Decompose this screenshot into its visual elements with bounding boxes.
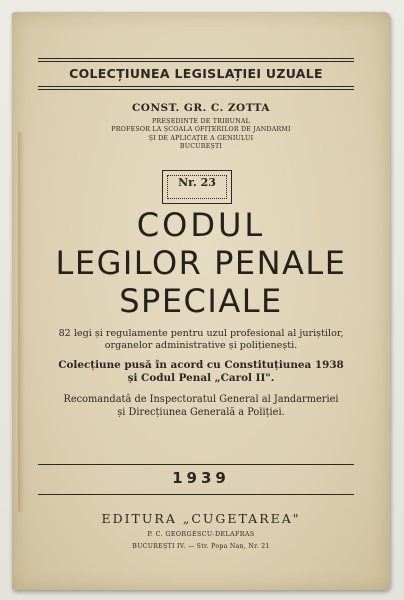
book-cover — [12, 12, 390, 590]
edition-line: și Codul Penal „Carol II". — [127, 372, 275, 384]
credential-line: PROFESOR LA ȘCOALA OFIȚERILOR DE JANDARMI — [111, 126, 291, 134]
edition-line: Colecțiune pusă în acord cu Constituțiunea 1938 — [58, 359, 344, 371]
publication-year: 1939 — [172, 469, 230, 487]
printer-name: P. C. GEORGESCU-DELAFRAS — [147, 531, 255, 538]
publisher-address: BUCUREȘTI IV. — Str. Popa Nan, Nr. 21 — [132, 543, 270, 550]
cover-stain — [18, 132, 24, 512]
author-credentials — [12, 118, 390, 152]
recommendation-note — [26, 394, 376, 419]
series-title: COLECȚIUNEA LEGISLAȚIEI UZUALE — [69, 66, 323, 81]
volume-number: Nr. 23 — [178, 176, 216, 189]
year-rule-bottom — [38, 494, 354, 495]
recommendation-line: Recomandată de Inspectoratul General al Jandarmeriei — [63, 394, 339, 405]
edition-note — [26, 359, 376, 385]
publisher-name: EDITURA „CUGETAREA" — [101, 511, 301, 526]
title-line-3: SPECIALE — [119, 282, 283, 320]
author-name: CONST. GR. C. ZOTTA — [131, 102, 271, 114]
credential-line: BUCUREȘTI — [179, 143, 223, 151]
title-line-1: CODUL — [136, 206, 266, 244]
recommendation-line: și Direcțiunea Generală a Poliției. — [117, 406, 285, 418]
subtitle — [26, 328, 376, 352]
volume-number-box — [162, 170, 232, 204]
year-rule-top — [38, 464, 354, 465]
credential-line: PREȘEDINTE DE TRIBUNAL — [152, 118, 250, 125]
title-line-2: LEGILOR PENALE — [55, 244, 347, 282]
subtitle-line: organelor administrative și polițienești. — [104, 340, 298, 351]
subtitle-line: 82 legi și regulamente pentru uzul profesional al juriștilor, — [58, 328, 344, 339]
credential-line: ȘI DE APLICAȚIE A GENIULUI — [148, 134, 254, 142]
series-banner — [38, 58, 354, 90]
